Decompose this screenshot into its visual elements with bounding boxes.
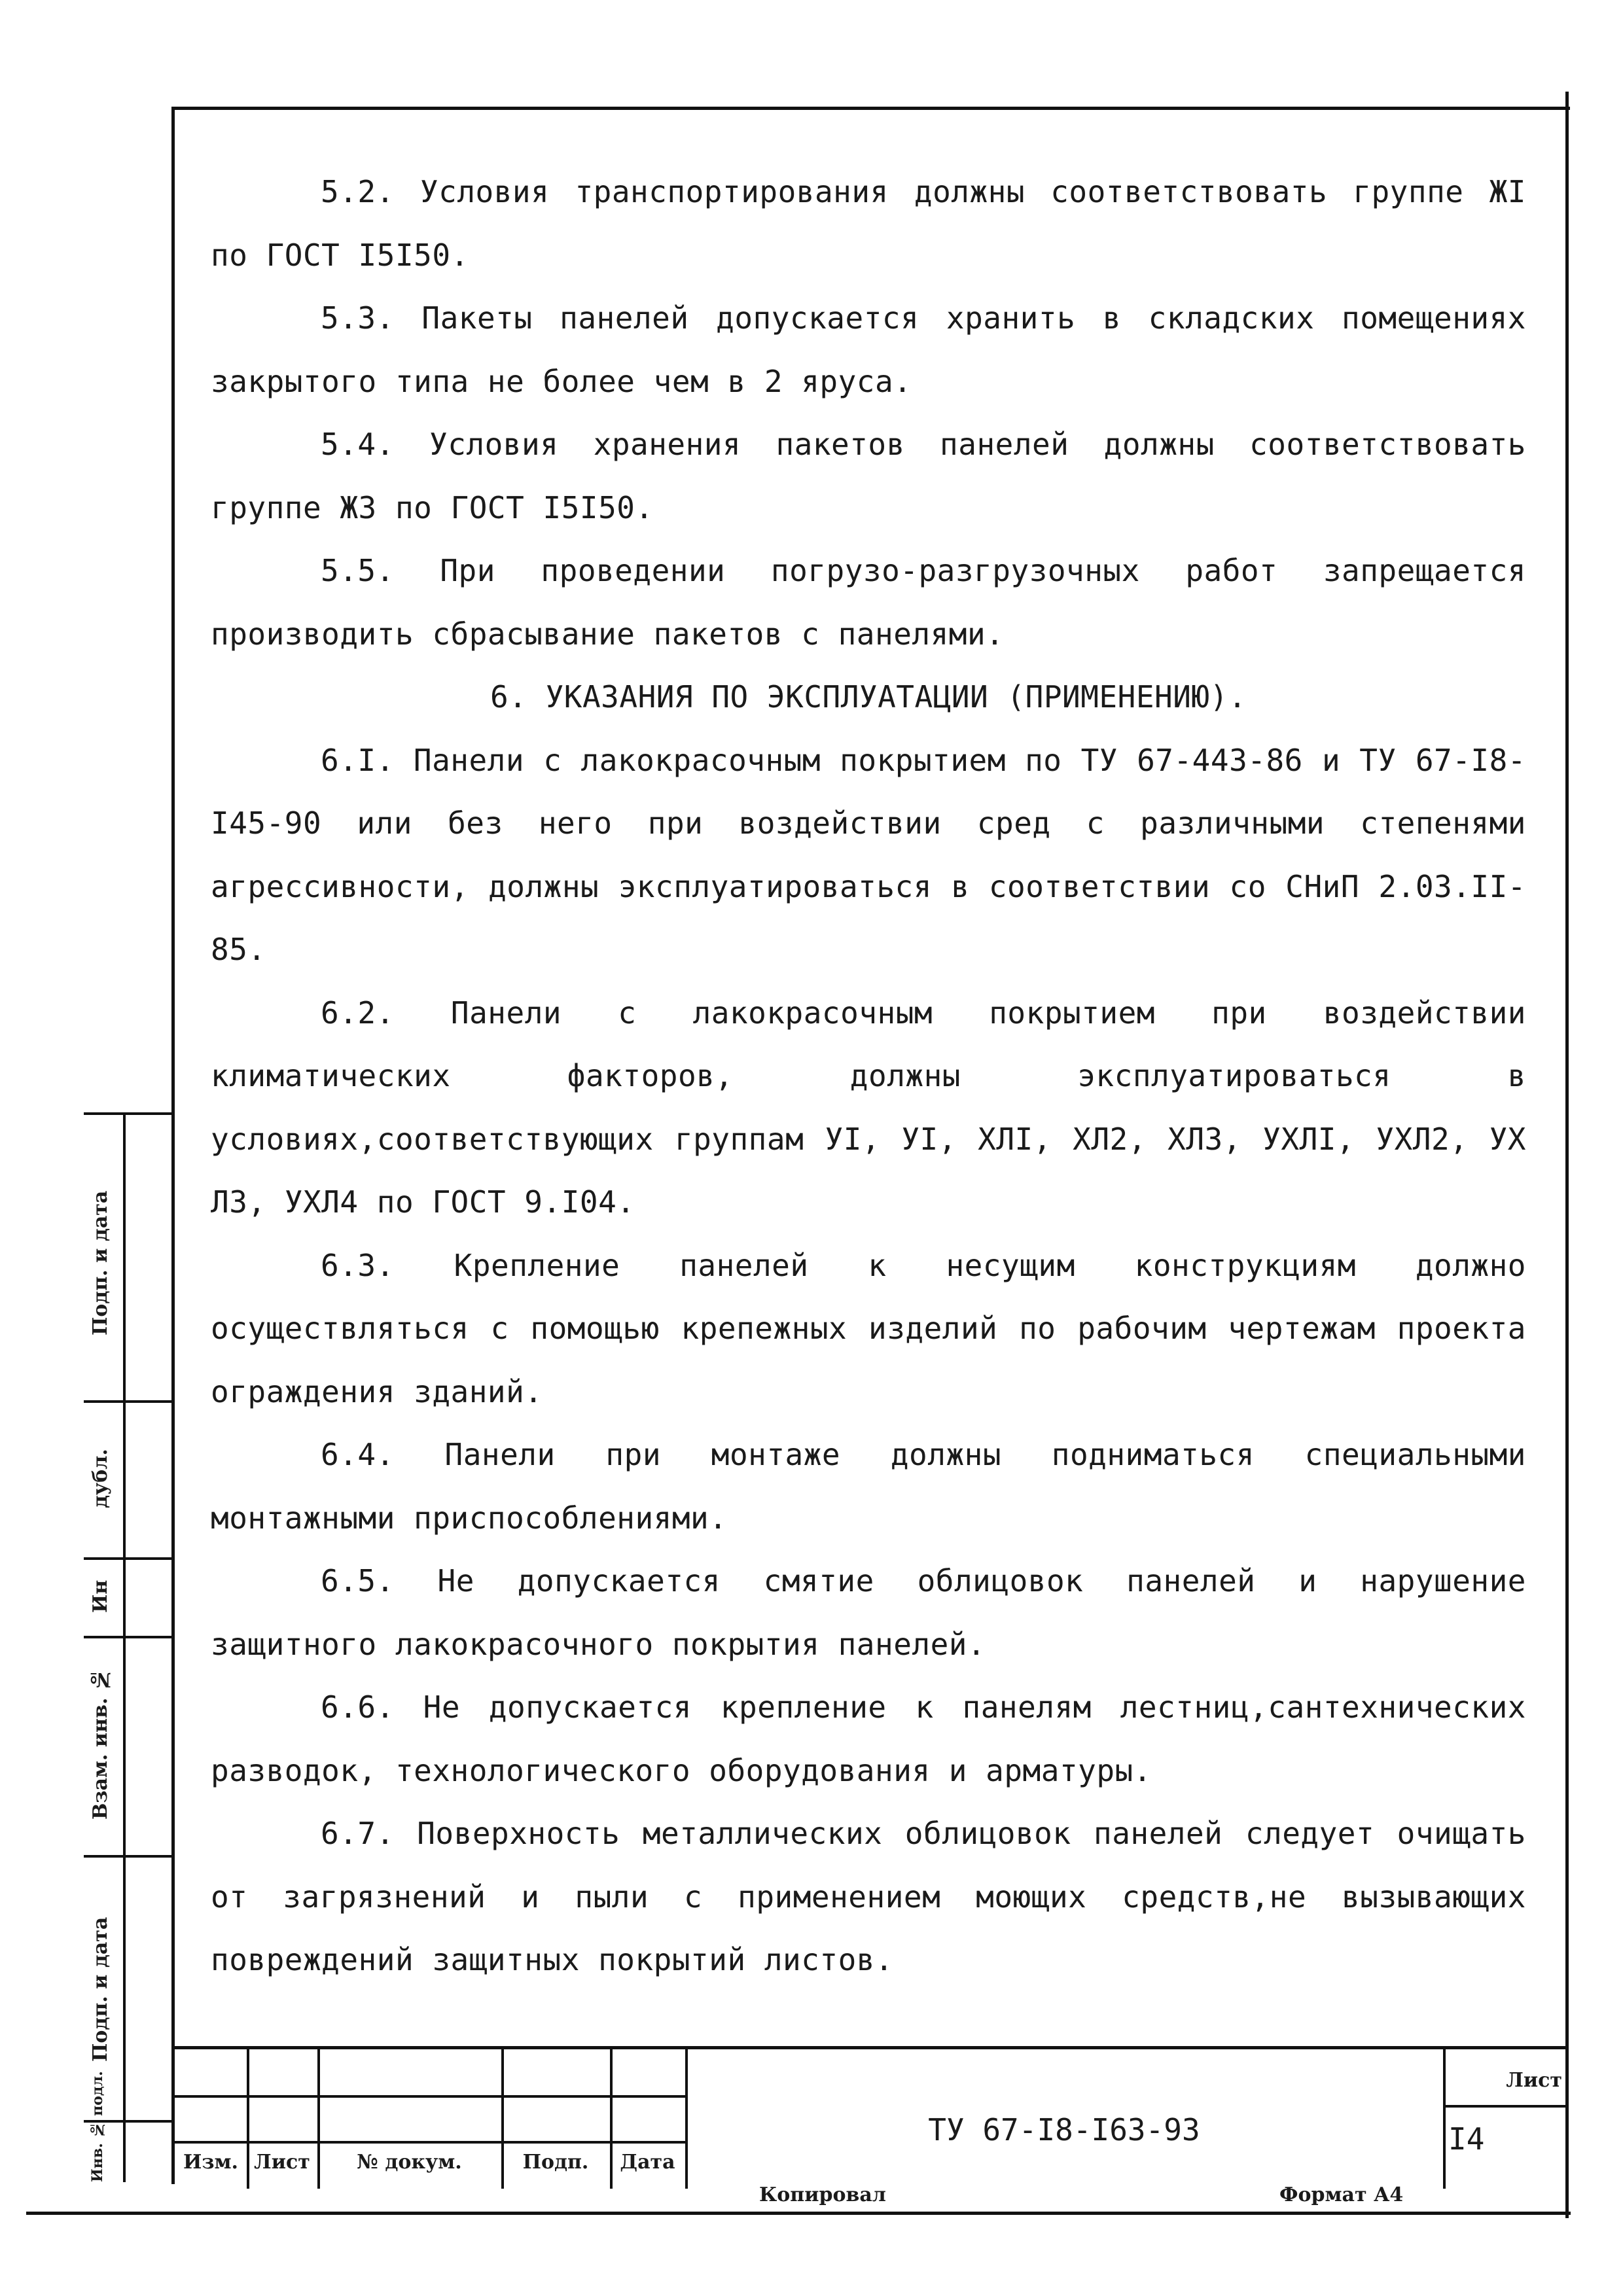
side-strip-rule [84, 1400, 171, 1403]
footer-copied: Копировал [759, 2183, 886, 2206]
paragraph-6-5: 6.5. Не допускается смятие облицовок панелей и нарушение защитного лакокрасочного покрытия панелей. [211, 1563, 1526, 1662]
side-label-dubl: дубл. [89, 1449, 112, 1509]
document-body [211, 160, 1526, 1992]
paragraph-5-4: 5.4. Условия хранения пакетов панелей должны соответствовать группе Ж3 по ГОСТ I5I50. [211, 427, 1526, 525]
paragraph-6-3: 6.3. Крепление панелей к несущим конструкциям должно осуществляться с помощью крепежных изделий по рабочим чертежам проекта ограждения зданий. [211, 1247, 1526, 1409]
col-podp-label: Подп. [522, 2151, 589, 2174]
sheet-label: Лист [1506, 2069, 1562, 2092]
frame-left-border [171, 107, 175, 2184]
side-label-podp-data-2: Подп. и дата [89, 1916, 112, 2062]
paragraph-6-7: 6.7. Поверхность металлических облицовок панелей следует очищать от загрязнений и пыли с применением моющих средств,не вызывающих повреждений защитных покрытий листов. [211, 1816, 1526, 1977]
paragraph-6-4: 6.4. Панели при монтаже должны подниматься специальными монтажными приспособлениями. [211, 1437, 1526, 1536]
side-strip-divider [123, 1112, 126, 2182]
footer-format: Формат А4 [1279, 2183, 1404, 2206]
paragraph-6-1: 6.I. Панели с лакокрасочным покрытием по ТУ 67-443-86 и ТУ 67-I8-I45-90 или без него при воздействии сред с различными степенями агрессивности, должны эксплуатироваться в соответствии со СНиП 2.03.II-85. [211, 742, 1526, 967]
paragraph-6-6: 6.6. Не допускается крепление к панелям лестниц,сантехнических разводок, технологического оборудования и арматуры. [211, 1689, 1526, 1788]
title-block-rule [175, 2141, 685, 2144]
col-dokum-label: № докум. [357, 2151, 462, 2174]
side-strip-rule [84, 1557, 171, 1560]
paragraph-5-5: 5.5. При проведении погрузо-разгрузочных работ запрещается производить сбрасывание пакетов с панелями. [211, 553, 1526, 652]
side-label-vzam-inv: Взам. инв. № [89, 1668, 112, 1820]
frame-right-border [1565, 92, 1569, 2218]
title-block [175, 2046, 1565, 2189]
side-label-inv-podl: Инв. № подл. [89, 2071, 106, 2182]
sheet-number: I4 [1448, 2121, 1485, 2157]
section-6-heading: 6. УКАЗАНИЯ ПО ЭКСПЛУАТАЦИИ (ПРИМЕНЕНИЮ). [490, 679, 1247, 715]
side-label-inv: Ин [89, 1580, 112, 1614]
side-strip-rule [84, 1636, 171, 1638]
col-data-label: Дата [620, 2151, 675, 2174]
title-block-rule [1443, 2105, 1565, 2108]
side-strip-rule [84, 1855, 171, 1858]
col-list-label: Лист [254, 2151, 310, 2174]
paragraph-5-2: 5.2. Условия транспортирования должны соответствовать группе ЖI по ГОСТ I5I50. [211, 174, 1526, 273]
title-block-rule [175, 2095, 685, 2098]
frame-bottom-border [26, 2212, 1571, 2215]
paragraph-6-2: 6.2. Панели с лакокрасочным покрытием при воздействии климатических факторов, должны эксплуатироваться в условиях,соответствующих группам УI, УI, ХЛI, ХЛ2, ХЛ3, УХЛI, УХЛ2, УХ Л3, УХЛ4 по ГОСТ 9.I04. [211, 995, 1526, 1220]
document-code: ТУ 67-I8-I63-93 [928, 2112, 1200, 2147]
side-label-podp-data-1: Подп. и дата [89, 1190, 112, 1335]
paragraph-5-3: 5.3. Пакеты панелей допускается хранить в складских помещениях закрытого типа не более чем в 2 яруса. [211, 300, 1526, 399]
frame-top-border [171, 107, 1570, 110]
side-strip-rule [84, 1112, 171, 1115]
side-stamp-strip [84, 1112, 171, 2182]
col-izm-label: Изм. [183, 2151, 238, 2174]
